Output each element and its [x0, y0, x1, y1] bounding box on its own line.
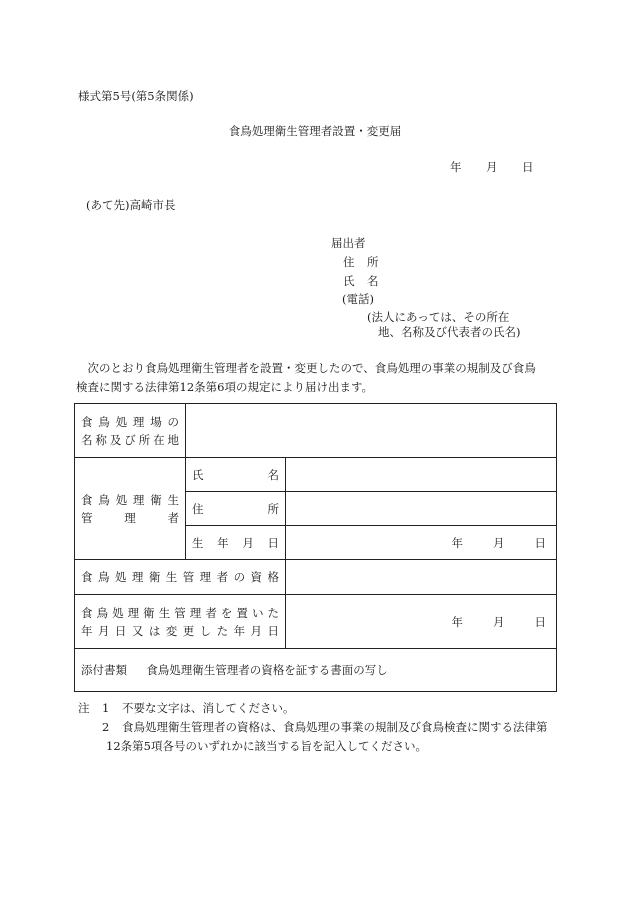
note-2 [78, 718, 548, 737]
note-label: 注 [78, 701, 90, 715]
birth-label-1: 生 [192, 535, 204, 550]
notification-form-table [74, 403, 557, 692]
appointment-date-row [75, 595, 557, 649]
birth-month: 月 [493, 535, 505, 550]
notifier-name-2: 名 [367, 274, 379, 288]
appointment-label-cell [75, 595, 286, 649]
qualification-label-cell [75, 560, 286, 595]
appointment-day: 日 [534, 614, 546, 629]
plant-label-line-2: 名称及び所在地 [81, 432, 179, 447]
birth-label-4: 日 [267, 535, 279, 550]
birth-label-3: 月 [242, 535, 254, 550]
manager-birth-input[interactable] [286, 526, 557, 560]
plant-input[interactable] [186, 404, 557, 458]
birth-day: 日 [534, 535, 546, 550]
note-2-number: 2 [102, 720, 110, 734]
note-2-text-a: 食鳥処理衛生管理者の資格は、食鳥処理の事業の規制及び食鳥検査に関する法律第 [122, 720, 548, 734]
note-1 [78, 699, 548, 718]
notifier-phone: (電話) [342, 292, 374, 306]
manager-name-label-1: 氏 [192, 467, 204, 482]
notifier-corp-note-1: (法人にあっては、その所在 [367, 310, 510, 324]
plant-label-cell [75, 404, 186, 458]
notes [78, 699, 548, 756]
manager-address-label-2: 所 [267, 501, 279, 516]
note-2-text-b: 12条第5項各号のいずれかに該当する旨を記入してください。 [106, 739, 427, 753]
manager-label-cell [75, 458, 186, 560]
qualification-row [75, 560, 557, 595]
body-line-1: 次のとおり食鳥処理衛生管理者を設置・変更したので、食鳥処理の事業の規制及び食鳥 [87, 361, 536, 375]
notifier-corp-note-2: 地、名称及び代表者の氏名) [378, 325, 521, 339]
notifier-address-1: 住 [343, 255, 355, 269]
notifier-label: 届出者 [331, 236, 366, 250]
notifier-address-2: 所 [367, 255, 379, 269]
manager-name-input[interactable] [286, 458, 557, 492]
note-1-text: 不要な文字は、消してください。 [122, 701, 295, 715]
attachment-label: 添付書類 [81, 663, 127, 677]
attachment-cell [75, 649, 557, 692]
manager-birth-label-cell [186, 526, 286, 560]
plant-label-line-1: 食鳥処理場の [81, 414, 179, 429]
note-1-number: 1 [102, 701, 110, 715]
manager-address-label-1: 住 [192, 501, 204, 516]
addressee: (あて先)高崎市長 [86, 198, 176, 212]
body-text [76, 359, 562, 396]
appointment-label-line-2: 年月日又は変更した年月日 [81, 623, 279, 638]
date-year: 年 [450, 160, 462, 174]
appointment-month: 月 [493, 614, 505, 629]
manager-name-row [75, 458, 557, 492]
date-day: 日 [522, 160, 534, 174]
manager-name-label-2: 名 [267, 467, 279, 482]
appointment-label-line-1: 食鳥処理衛生管理者を置いた [81, 605, 279, 620]
body-line-2: 検査に関する法律第12条第6項の規定により届け出ます。 [76, 379, 374, 394]
manager-address-label-cell [186, 492, 286, 526]
notifier-name-1: 氏 [343, 274, 355, 288]
manager-label-line-2: 管理者 [81, 510, 179, 525]
plant-row [75, 404, 557, 458]
manager-label-line-1: 食鳥処理衛生 [81, 492, 179, 507]
birth-label-2: 年 [217, 535, 229, 550]
note-2-cont [78, 737, 548, 756]
attachment-text: 食鳥処理衛生管理者の資格を証する書面の写し [146, 663, 388, 677]
birth-year: 年 [451, 535, 463, 550]
qualification-label: 食鳥処理衛生管理者の資格 [81, 570, 279, 584]
form-number: 様式第5号(第5条関係) [78, 89, 194, 103]
attachment-row [75, 649, 557, 692]
appointment-date-input[interactable] [286, 595, 557, 649]
page-title: 食鳥処理衛生管理者設置・変更届 [228, 124, 402, 138]
qualification-input[interactable] [286, 560, 557, 595]
date-month: 月 [486, 160, 498, 174]
appointment-year: 年 [451, 614, 463, 629]
manager-name-label-cell [186, 458, 286, 492]
manager-address-input[interactable] [286, 492, 557, 526]
